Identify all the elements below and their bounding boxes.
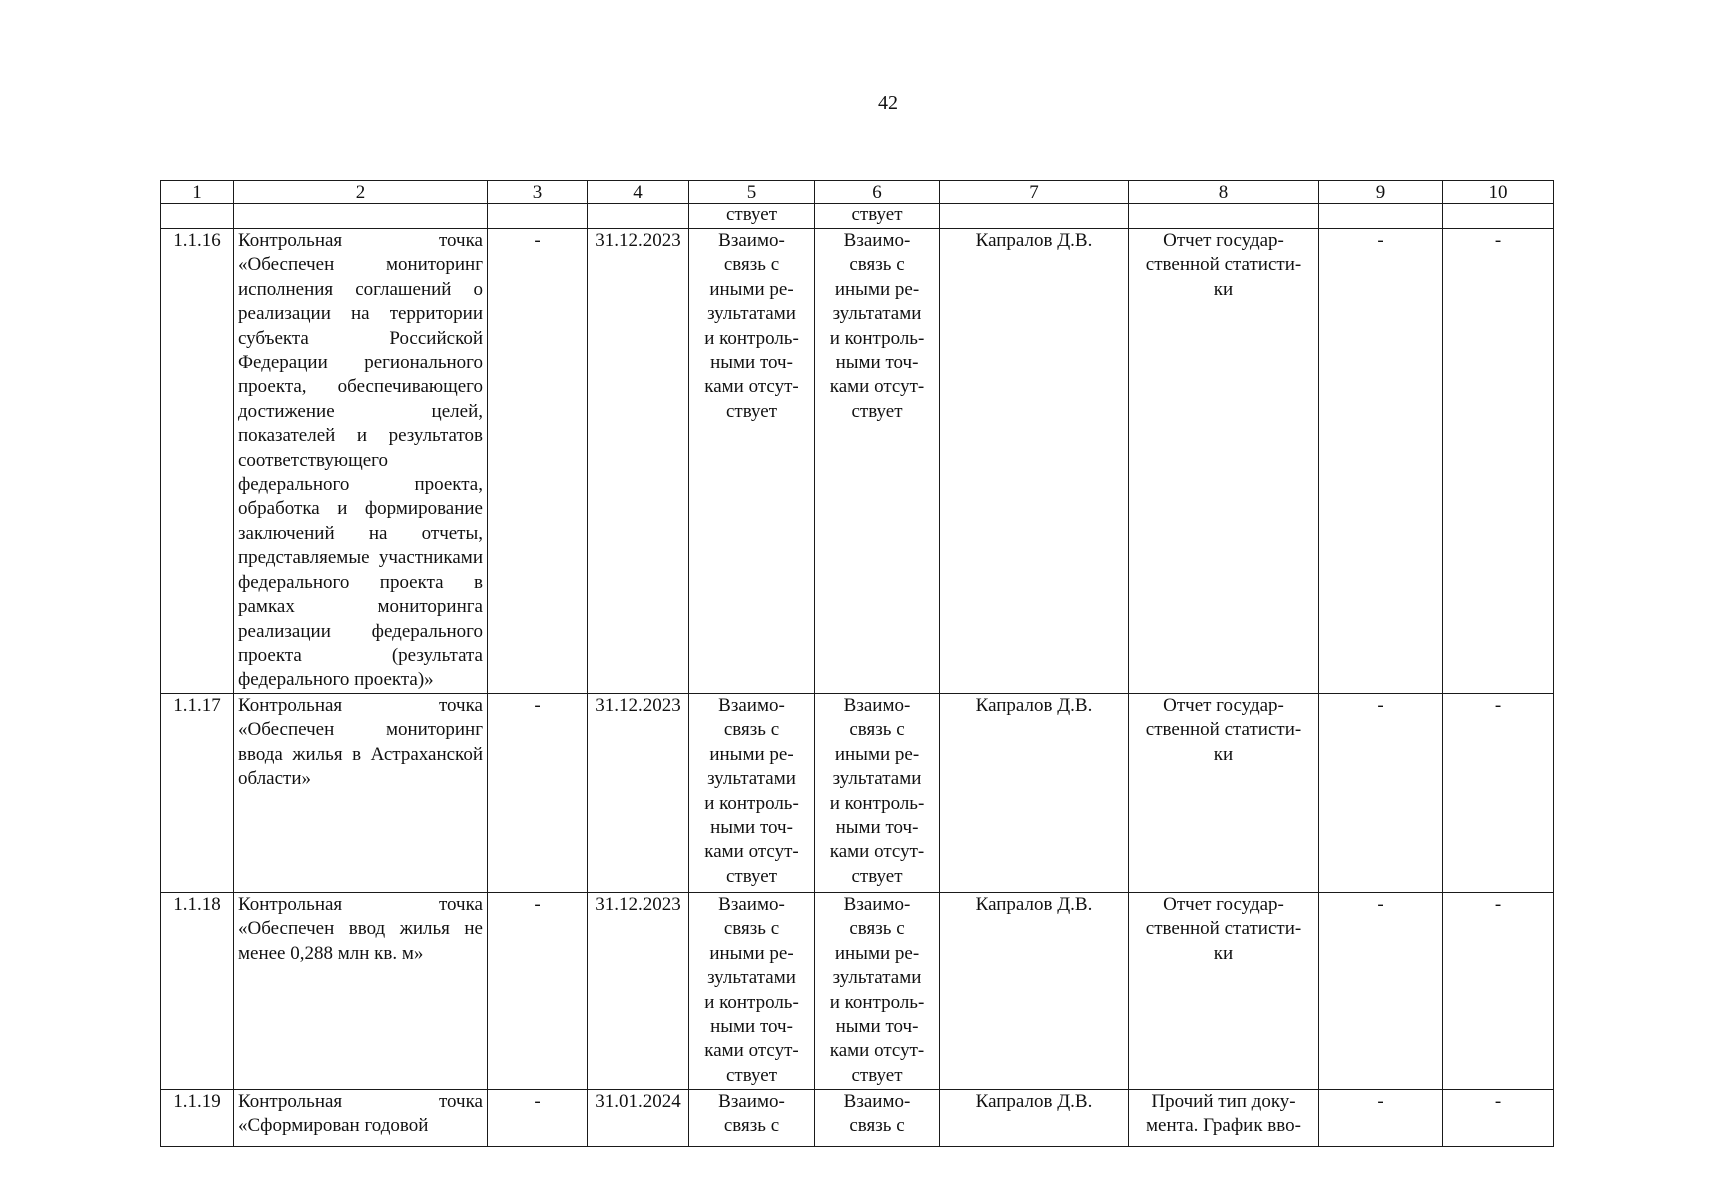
- column-3-value: -: [488, 229, 588, 694]
- continuation-cell: ствует: [815, 204, 940, 229]
- control-point-name: Контрольная точка «Обеспечен мониторинг ввода жилья в Астраханской области»: [234, 694, 488, 893]
- column-9-value: -: [1319, 229, 1443, 694]
- document-type: Отчет государ- ственной статисти- ки: [1129, 893, 1319, 1090]
- column-header: 8: [1129, 181, 1319, 204]
- column-3-value: -: [488, 694, 588, 893]
- successor-relation: Взаимо- связь с: [815, 1090, 940, 1147]
- continuation-cell: ствует: [689, 204, 815, 229]
- continuation-cell: [488, 204, 588, 229]
- column-header: 10: [1443, 181, 1554, 204]
- column-9-value: -: [1319, 1090, 1443, 1147]
- column-3-value: -: [488, 893, 588, 1090]
- column-3-value: -: [488, 1090, 588, 1147]
- column-header: 6: [815, 181, 940, 204]
- column-header: 9: [1319, 181, 1443, 204]
- table-row: [161, 893, 1554, 1090]
- column-header: 1: [161, 181, 234, 204]
- responsible-person: Капралов Д.В.: [940, 1090, 1129, 1147]
- column-10-value: -: [1443, 893, 1554, 1090]
- control-point-name: Контрольная точка «Обеспечен ввод жилья не менее 0,288 млн кв. м»: [234, 893, 488, 1090]
- responsible-person: Капралов Д.В.: [940, 694, 1129, 893]
- column-9-value: -: [1319, 694, 1443, 893]
- predecessor-relation: Взаимо- связь с: [689, 1090, 815, 1147]
- column-number-header-row: [161, 181, 1554, 204]
- column-10-value: -: [1443, 1090, 1554, 1147]
- continuation-cell: [588, 204, 689, 229]
- predecessor-relation: Взаимо- связь с иными ре- зультатами и контроль- ными точ- ками отсут- ствует: [689, 229, 815, 694]
- column-header: 2: [234, 181, 488, 204]
- continuation-cell: [1319, 204, 1443, 229]
- continuation-cell: [234, 204, 488, 229]
- document-type: Прочий тип доку- мента. График вво-: [1129, 1090, 1319, 1147]
- column-10-value: -: [1443, 694, 1554, 893]
- document-type: Отчет государ- ственной статисти- ки: [1129, 694, 1319, 893]
- predecessor-relation: Взаимо- связь с иными ре- зультатами и контроль- ными точ- ками отсут- ствует: [689, 893, 815, 1090]
- deadline-date: 31.12.2023: [588, 694, 689, 893]
- table-row: [161, 1090, 1554, 1147]
- row-number: 1.1.16: [161, 229, 234, 694]
- column-header: 7: [940, 181, 1129, 204]
- successor-relation: Взаимо- связь с иными ре- зультатами и контроль- ными точ- ками отсут- ствует: [815, 893, 940, 1090]
- responsible-person: Капралов Д.В.: [940, 893, 1129, 1090]
- column-9-value: -: [1319, 893, 1443, 1090]
- row-number: 1.1.19: [161, 1090, 234, 1147]
- column-10-value: -: [1443, 229, 1554, 694]
- continuation-cell: [1129, 204, 1319, 229]
- deadline-date: 31.12.2023: [588, 229, 689, 694]
- continuation-cell: [940, 204, 1129, 229]
- page-number: 42: [878, 92, 898, 114]
- responsible-person: Капралов Д.В.: [940, 229, 1129, 694]
- row-number: 1.1.18: [161, 893, 234, 1090]
- control-point-name: Контрольная точка «Сформирован годовой: [234, 1090, 488, 1147]
- column-header: 4: [588, 181, 689, 204]
- table-row: [161, 694, 1554, 893]
- successor-relation: Взаимо- связь с иными ре- зультатами и контроль- ными точ- ками отсут- ствует: [815, 229, 940, 694]
- document-type: Отчет государ- ственной статисти- ки: [1129, 229, 1319, 694]
- deadline-date: 31.12.2023: [588, 893, 689, 1090]
- row-number: 1.1.17: [161, 694, 234, 893]
- continuation-cell: [161, 204, 234, 229]
- deadline-date: 31.01.2024: [588, 1090, 689, 1147]
- control-points-table: [160, 180, 1554, 1147]
- continuation-row: [161, 204, 1554, 229]
- continuation-cell: [1443, 204, 1554, 229]
- table-row: [161, 229, 1554, 694]
- predecessor-relation: Взаимо- связь с иными ре- зультатами и контроль- ными точ- ками отсут- ствует: [689, 694, 815, 893]
- control-point-name: Контрольная точка «Обеспечен мониторинг исполнения соглашений о реализации на территории субъекта Российской Федерации регионального проекта, обеспечивающего достижение целей, показателей и результатов соответствующего федерального проекта, обработка и формирование заключений на отчеты, представляемые участниками федерального проекта в рамках мониторинга реализации федерального проекта (результата федерального проекта)»: [234, 229, 488, 694]
- successor-relation: Взаимо- связь с иными ре- зультатами и контроль- ными точ- ками отсут- ствует: [815, 694, 940, 893]
- column-header: 5: [689, 181, 815, 204]
- column-header: 3: [488, 181, 588, 204]
